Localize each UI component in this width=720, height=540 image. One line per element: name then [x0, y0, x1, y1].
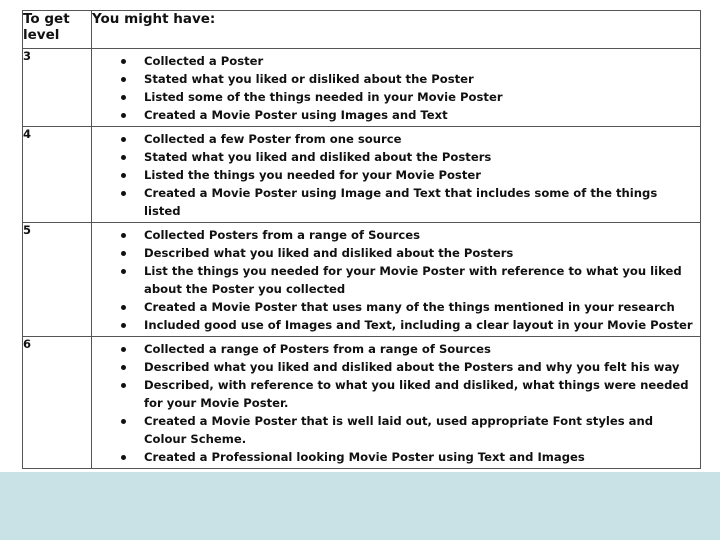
criteria-item: Collected Posters from a range of Sources [98, 226, 696, 244]
criteria-cell [92, 127, 701, 223]
criteria-cell [92, 223, 701, 337]
criteria-item: Stated what you liked and disliked about the Posters [98, 148, 696, 166]
criteria-item: Created a Movie Poster that is well laid out, used appropriate Font styles and Colour Scheme. [98, 412, 696, 448]
criteria-cell [92, 337, 701, 469]
criteria-item: Described what you liked and disliked about the Posters [98, 244, 696, 262]
level-number: 3 [23, 49, 92, 127]
criteria-item: Described, with reference to what you liked and disliked, what things were needed for your Movie Poster. [98, 376, 696, 412]
criteria-item: Collected a few Poster from one source [98, 130, 696, 148]
criteria-item: Included good use of Images and Text, including a clear layout in your Movie Poster [98, 316, 696, 334]
bottom-band [0, 472, 720, 540]
criteria-item: Created a Movie Poster using Image and Text that includes some of the things listed [98, 184, 696, 220]
criteria-item: Described what you liked and disliked about the Posters and why you felt his way [98, 358, 696, 376]
criteria-item: Listed some of the things needed in your Movie Poster [98, 88, 696, 106]
criteria-list [92, 223, 700, 336]
table-row-level-5 [23, 223, 701, 337]
header-level: To get level [23, 11, 92, 49]
level-criteria-table [22, 10, 701, 469]
criteria-item: Created a Movie Poster using Images and Text [98, 106, 696, 124]
criteria-item: Collected a range of Posters from a range of Sources [98, 340, 696, 358]
criteria-list [92, 49, 700, 126]
level-number: 4 [23, 127, 92, 223]
header-you-might-have: You might have: [92, 11, 701, 49]
criteria-item: List the things you needed for your Movie Poster with reference to what you liked about the Poster you collected [98, 262, 696, 298]
level-number: 5 [23, 223, 92, 337]
criteria-cell [92, 49, 701, 127]
level-number: 6 [23, 337, 92, 469]
criteria-item: Created a Movie Poster that uses many of the things mentioned in your research [98, 298, 696, 316]
criteria-item: Created a Professional looking Movie Poster using Text and Images [98, 448, 696, 466]
criteria-item: Listed the things you needed for your Movie Poster [98, 166, 696, 184]
criteria-item: Collected a Poster [98, 52, 696, 70]
table-header-row [23, 11, 701, 49]
criteria-list [92, 127, 700, 222]
table-row-level-4 [23, 127, 701, 223]
table-body [23, 49, 701, 469]
table-row-level-6 [23, 337, 701, 469]
criteria-list [92, 337, 700, 468]
table-row-level-3 [23, 49, 701, 127]
criteria-item: Stated what you liked or disliked about the Poster [98, 70, 696, 88]
